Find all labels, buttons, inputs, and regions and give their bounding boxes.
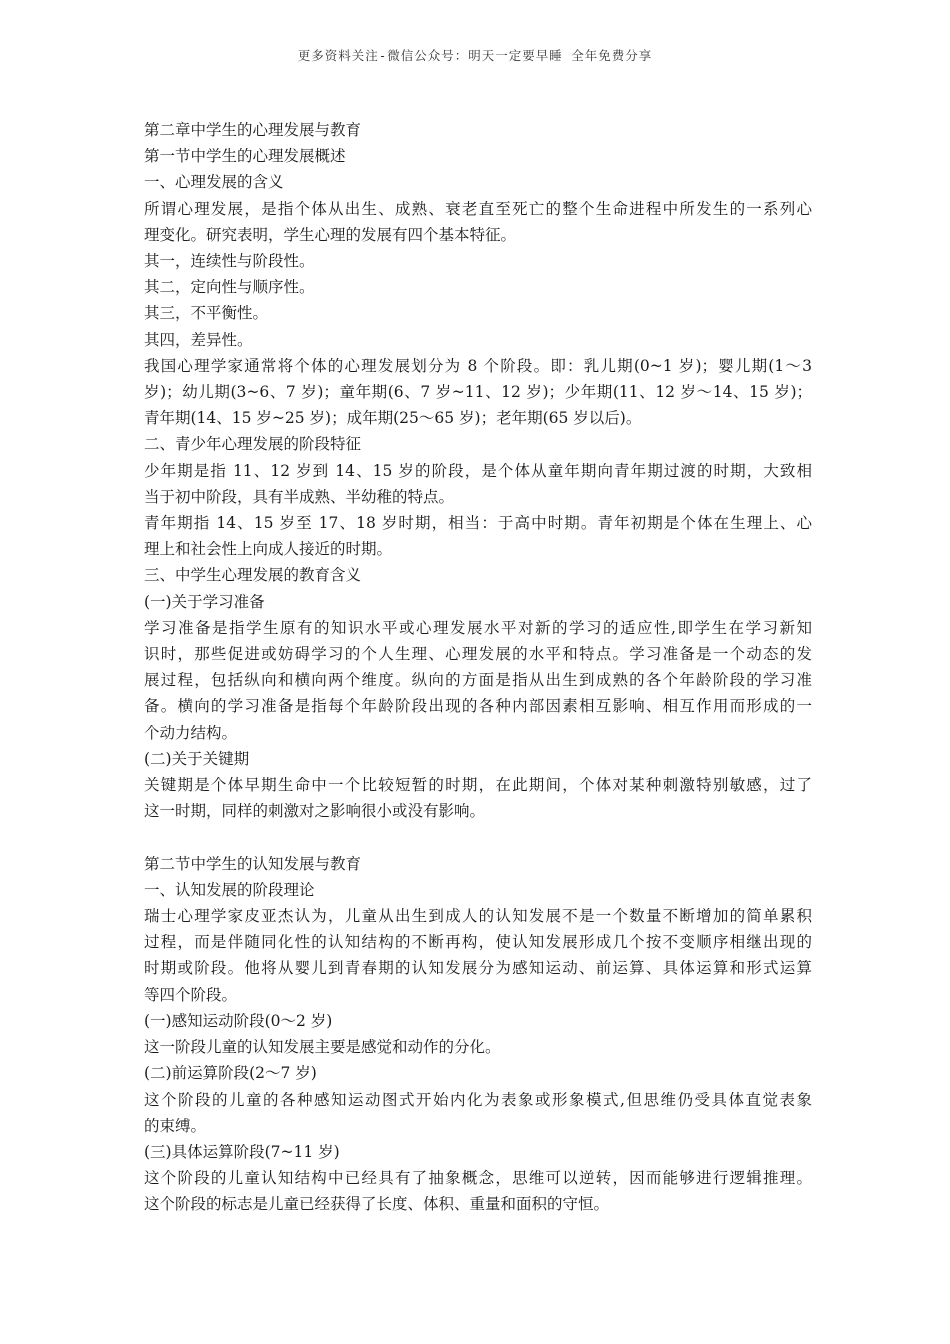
text-line: 学习准备是指学生原有的知识水平或心理发展水平对新的学习的适应性,即学生在学习新知	[144, 618, 812, 637]
text-line: 其三，不平衡性。	[144, 304, 269, 323]
text-line: 第二节中学生的认知发展与教育	[144, 854, 362, 873]
text-line: 这个阶段的儿童的各种感知运动图式开始内化为表象或形象模式,但思维仍受具体直觉表象	[144, 1090, 812, 1109]
text-line: (三)具体运算阶段(7~11 岁)	[144, 1142, 340, 1161]
text-line: 理变化。研究表明，学生心理的发展有四个基本特征。	[144, 225, 517, 244]
text-line: 少年期是指 11、12 岁到 14、15 岁的阶段，是个体从童年期向青年期过渡的时期，大致相	[144, 461, 812, 480]
text-line: 我国心理学家通常将个体的心理发展划分为 8 个阶段。即：乳儿期(0~1 岁)；婴儿期(1～3	[144, 356, 812, 375]
text-line: (一)关于学习准备	[144, 592, 265, 611]
text-line: 第一节中学生的心理发展概述	[144, 147, 346, 166]
text-line: 个动力结构。	[144, 723, 238, 742]
text-line: 所谓心理发展，是指个体从出生、成熟、衰老直至死亡的整个生命进程中所发生的一系列心	[144, 199, 812, 218]
text-line: 这个阶段的儿童认知结构中已经具有了抽象概念，思维可以逆转，因而能够进行逻辑推理。	[144, 1169, 812, 1188]
text-line: 青年期(14、15 岁~25 岁)；成年期(25～65 岁)；老年期(65 岁以后)。	[144, 409, 642, 428]
text-line: 二、青少年心理发展的阶段特征	[144, 435, 362, 454]
text-line: 等四个阶段。	[144, 985, 238, 1004]
text-line: 展过程，包括纵向和横向两个维度。纵向的方面是指从出生到成熟的各个年龄阶段的学习准	[144, 671, 812, 690]
text-line: 其二，定向性与顺序性。	[144, 278, 315, 297]
text-line: 这一时期，同样的刺激对之影响很小或没有影响。	[144, 802, 486, 821]
text-line: 识时，那些促进或妨碍学习的个人生理、心理发展的水平和特点。学习准备是一个动态的发	[144, 645, 812, 664]
text-line: 理上和社会性上向成人接近的时期。	[144, 540, 393, 559]
text-line: 其一，连续性与阶段性。	[144, 252, 315, 271]
text-line: 瑞士心理学家皮亚杰认为，儿童从出生到成人的认知发展不是一个数量不断增加的简单累积	[144, 907, 812, 926]
text-line: 关键期是个体早期生命中一个比较短暂的时期，在此期间，个体对某种刺激特别敏感，过了	[144, 776, 812, 795]
text-line: 三、中学生心理发展的教育含义	[144, 566, 362, 585]
page-header: 更多资料关注-微信公众号：明天一定要早睡 全年免费分享	[297, 48, 653, 63]
text-line: 的束缚。	[144, 1116, 207, 1135]
text-line: (二)关于关键期	[144, 749, 250, 768]
text-line: 当于初中阶段，具有半成熟、半幼稚的特点。	[144, 487, 455, 506]
text-line: 一、心理发展的含义	[144, 173, 284, 192]
text-line: 一、认知发展的阶段理论	[144, 880, 315, 899]
text-line: 这一阶段儿童的认知发展主要是感觉和动作的分化。	[144, 1038, 501, 1057]
text-line: 过程，而是伴随同化性的认知结构的不断再构，使认知发展形成几个按不变顺序相继出现的	[144, 933, 812, 952]
text-line: 第二章中学生的心理发展与教育	[144, 121, 362, 139]
text-line: 其四，差异性。	[144, 330, 253, 349]
text-line: (二)前运算阶段(2～7 岁)	[144, 1064, 317, 1083]
document-body	[144, 117, 812, 1218]
text-line: (一)感知运动阶段(0～2 岁)	[144, 1011, 333, 1030]
text-line: 时期或阶段。他将从婴儿到青春期的认知发展分为感知运动、前运算、具体运算和形式运算	[144, 959, 812, 978]
text-line: 这个阶段的标志是儿童已经获得了长度、体积、重量和面积的守恒。	[144, 1195, 610, 1214]
paragraph-gap	[144, 824, 812, 850]
text-line: 备。横向的学习准备是指每个年龄阶段出现的各种内部因素相互影响、相互作用而形成的一	[144, 697, 812, 716]
text-line: 青年期指 14、15 岁至 17、18 岁时期，相当：于高中时期。青年初期是个体在生理上、心	[144, 514, 812, 533]
text-line: 岁)；幼儿期(3~6、7 岁)；童年期(6、7 岁~11、12 岁)；少年期(11、12 岁～14、15 岁)；	[144, 383, 812, 402]
